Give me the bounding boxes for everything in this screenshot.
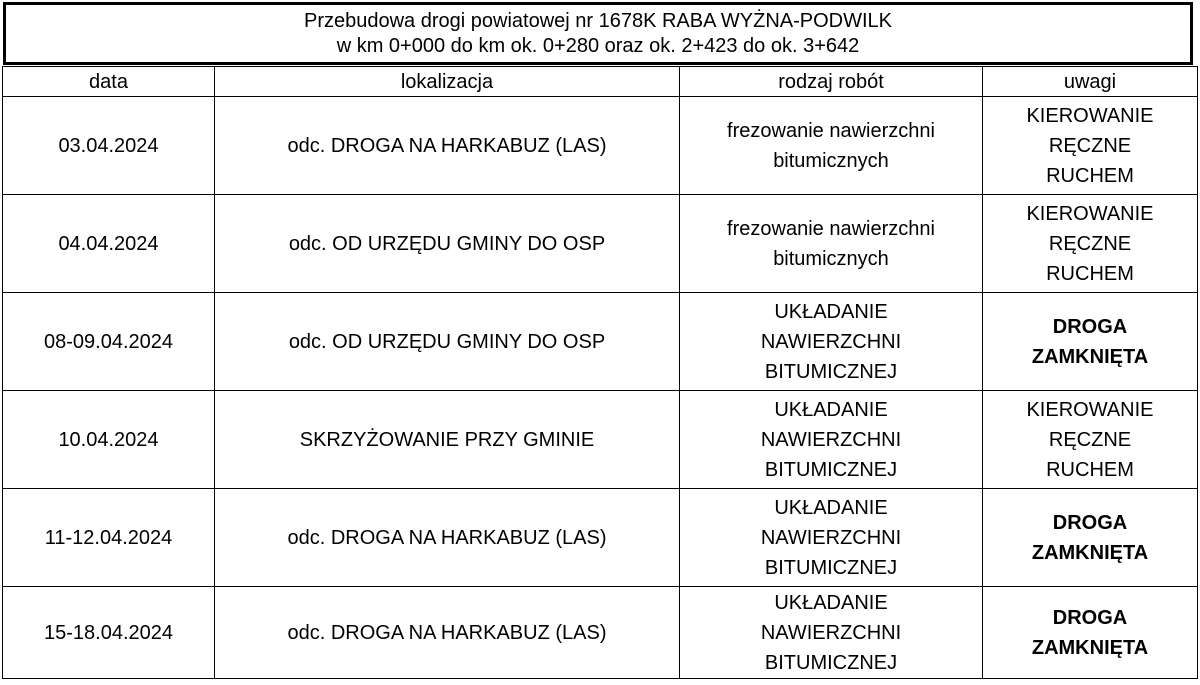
notes-line: ZAMKNIĘTA (1031, 345, 1149, 368)
notes-line: RUCHEM (1046, 262, 1134, 285)
work-type-line: BITUMICZNEJ (764, 360, 898, 383)
cell-location: SKRZYŻOWANIE PRZY GMINIE (215, 391, 680, 489)
cell-notes (983, 489, 1198, 587)
cell-location: odc. DROGA NA HARKABUZ (LAS) (215, 489, 680, 587)
notes-line: DROGA (1052, 511, 1128, 534)
work-type-line: bitumicznych (773, 247, 889, 270)
notes-line: KIEROWANIE (1026, 104, 1154, 127)
cell-work-type (680, 195, 983, 293)
work-type-line: NAWIERZCHNI (760, 526, 902, 549)
notes-line: DROGA (1052, 315, 1128, 338)
cell-notes (983, 195, 1198, 293)
work-type-line: NAWIERZCHNI (760, 330, 902, 353)
work-type-line: UKŁADANIE (774, 591, 888, 614)
column-header-date: data (3, 67, 215, 97)
column-header-notes: uwagi (983, 67, 1198, 97)
cell-work-type (680, 489, 983, 587)
notes-line: ZAMKNIĘTA (1031, 636, 1149, 659)
title-line-1: Przebudowa drogi powiatowej nr 1678K RABA WYŻNA-PODWILK (303, 9, 893, 32)
cell-location: odc. OD URZĘDU GMINY DO OSP (215, 195, 680, 293)
notes-line: RĘCZNE (1048, 134, 1132, 157)
cell-notes (983, 587, 1198, 679)
work-type-line: BITUMICZNEJ (764, 458, 898, 481)
work-type-line: bitumicznych (773, 149, 889, 172)
notes-line: RĘCZNE (1048, 232, 1132, 255)
notes-line: RUCHEM (1046, 458, 1134, 481)
notes-line: ZAMKNIĘTA (1031, 541, 1149, 564)
work-type-line: BITUMICZNEJ (764, 556, 898, 579)
cell-location: odc. DROGA NA HARKABUZ (LAS) (215, 587, 680, 679)
notes-line: DROGA (1052, 606, 1128, 629)
cell-work-type (680, 97, 983, 195)
table-row (3, 97, 1198, 195)
work-type-line: frezowanie nawierzchni (727, 119, 935, 142)
cell-date: 03.04.2024 (3, 97, 215, 195)
cell-work-type (680, 587, 983, 679)
table-row (3, 489, 1198, 587)
cell-location: odc. OD URZĘDU GMINY DO OSP (215, 293, 680, 391)
cell-date: 08-09.04.2024 (3, 293, 215, 391)
work-type-line: UKŁADANIE (774, 300, 888, 323)
cell-date: 15-18.04.2024 (3, 587, 215, 679)
column-header-location: lokalizacja (215, 67, 680, 97)
work-type-line: NAWIERZCHNI (760, 428, 902, 451)
table-header-row (3, 67, 1198, 97)
notes-line: KIEROWANIE (1026, 398, 1154, 421)
table-row (3, 587, 1198, 679)
cell-date: 11-12.04.2024 (3, 489, 215, 587)
notes-line: RĘCZNE (1048, 428, 1132, 451)
works-schedule-table (2, 66, 1198, 679)
cell-notes (983, 391, 1198, 489)
work-type-line: UKŁADANIE (774, 496, 888, 519)
cell-notes (983, 293, 1198, 391)
document-title-box (3, 2, 1193, 65)
table-row (3, 195, 1198, 293)
work-type-line: BITUMICZNEJ (764, 651, 898, 674)
cell-notes (983, 97, 1198, 195)
work-type-line: UKŁADANIE (774, 398, 888, 421)
title-line-2: w km 0+000 do km ok. 0+280 oraz ok. 2+423 do ok. 3+642 (336, 34, 860, 57)
table-row (3, 391, 1198, 489)
work-type-line: NAWIERZCHNI (760, 621, 902, 644)
table-row (3, 293, 1198, 391)
cell-location: odc. DROGA NA HARKABUZ (LAS) (215, 97, 680, 195)
column-header-work-type: rodzaj robót (680, 67, 983, 97)
cell-work-type (680, 391, 983, 489)
table-body (3, 97, 1198, 679)
cell-date: 04.04.2024 (3, 195, 215, 293)
cell-work-type (680, 293, 983, 391)
work-type-line: frezowanie nawierzchni (727, 217, 935, 240)
notes-line: KIEROWANIE (1026, 202, 1154, 225)
cell-date: 10.04.2024 (3, 391, 215, 489)
notes-line: RUCHEM (1046, 164, 1134, 187)
